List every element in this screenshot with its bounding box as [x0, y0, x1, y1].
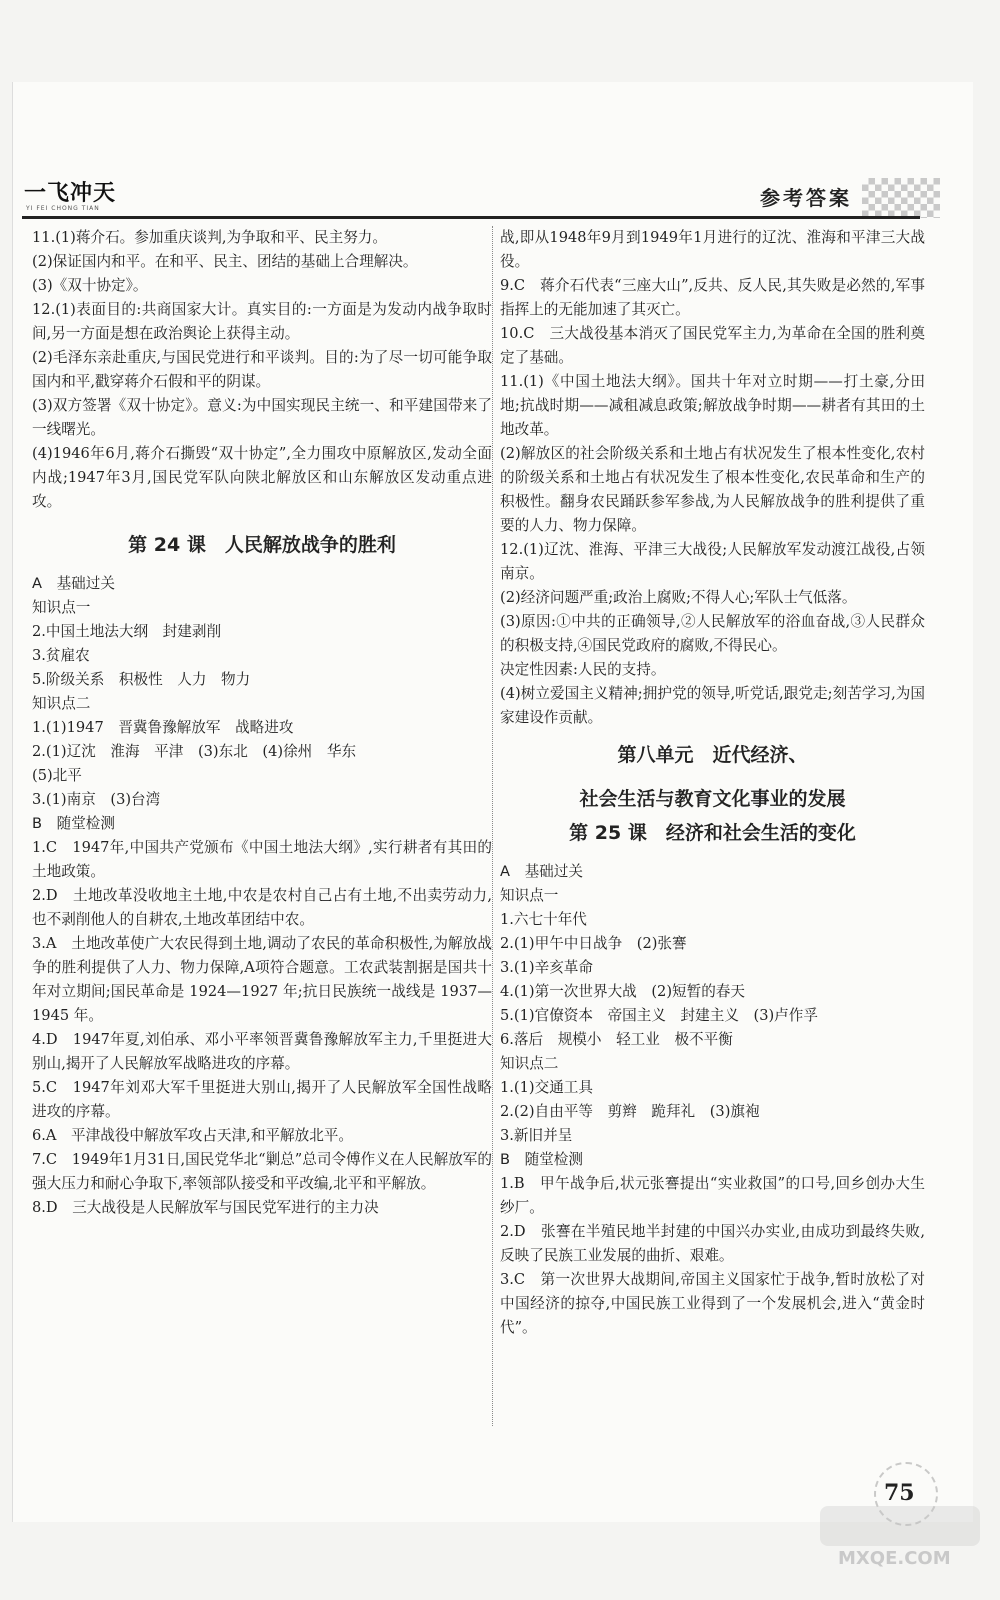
knowledge-point-1-heading: 知识点一 — [32, 599, 91, 616]
answer-item: 12.(1)表面目的:共商国家大计。真实目的:一方面是为发动内战争取时间,另一方面是想在政治舆论上获得主动。 — [32, 301, 492, 342]
answer-item: 5.(1)官僚资本 帝国主义 封建主义 (3)卢作孚 — [500, 1007, 818, 1024]
checker-pattern-decoration — [862, 178, 940, 218]
right-column — [500, 226, 925, 1340]
answer-item: 1.B 甲午战争后,状元张謇提出“实业救国”的口号,回乡创办大生纱厂。 — [500, 1175, 925, 1216]
answer-item: 3.(1)南京 (3)台湾 — [32, 791, 161, 808]
answer-item: (5)北平 — [32, 767, 82, 784]
answer-item: (2)经济问题严重;政治上腐败;不得人心;军队士气低落。 — [500, 589, 857, 606]
answer-item: 2.D 张謇在半殖民地半封建的中国兴办实业,由成功到最终失败,反映了民族工业发展的曲折、艰难。 — [500, 1223, 925, 1264]
answer-item: 9.C 蒋介石代表“三座大山”,反共、反人民,其失败是必然的,军事指挥上的无能加速了其灭亡。 — [500, 277, 925, 318]
answer-item: 战,即从1948年9月到1949年1月进行的辽沈、淮海和平津三大战役。 — [500, 229, 925, 270]
answer-item: 5.C 1947年刘邓大军千里挺进大别山,揭开了人民解放军全国性战略进攻的序幕。 — [32, 1079, 492, 1120]
answer-item: 1.六七十年代 — [500, 911, 587, 928]
unit-8-heading-line-1: 第八单元 近代经济、 — [617, 744, 808, 766]
answer-item: (4)树立爱国主义精神;拥护党的领导,听党话,跟党走;刻苦学习,为国家建设作贡献。 — [500, 685, 925, 726]
answer-item: 4.D 1947年夏,刘伯承、邓小平率领晋冀鲁豫解放军主力,千里挺进大别山,揭开了人民解放军战略进攻的序幕。 — [32, 1031, 492, 1072]
knowledge-point-2-heading: 知识点二 — [32, 695, 91, 712]
header-rule — [22, 216, 920, 219]
answer-item: (2)毛泽东亲赴重庆,与国民党进行和平谈判。目的:为了尽一切可能争取国内和平,戳穿蒋介石假和平的阴谋。 — [32, 349, 492, 390]
answer-item: (2)保证国内和平。在和平、民主、团结的基础上合理解决。 — [32, 253, 418, 270]
answer-item: 4.(1)第一次世界大战 (2)短暂的春天 — [500, 983, 745, 1000]
answer-item: (2)解放区的社会阶级关系和土地占有状况发生了根本性变化,农村的阶级关系和土地占有状况发生了根本性变化,农民革命和生产的积极性。翻身农民踊跃参军参战,为人民解放战争的胜利提供了重要的人力、物力保障。 — [500, 445, 925, 534]
answer-item: 3.A 土地改革使广大农民得到土地,调动了农民的革命积极性,为解放战争的胜利提供了人力、物力保障,A项符合题意。工农武装割据是国共十年对立期间;国民革命是 1924—1927 年;抗日民族统一战线是 1937—1945 年。 — [32, 935, 492, 1024]
answer-item: 6.落后 规模小 轻工业 极不平衡 — [500, 1031, 733, 1048]
answer-item: 11.(1)《中国土地法大纲》。国共十年对立时期——打土豪,分田地;抗战时期——减租减息政策;解放战争时期——耕者有其田的土地改革。 — [500, 373, 925, 438]
answer-item: 2.(1)辽沈 淮海 平津 (3)东北 (4)徐州 华东 — [32, 743, 357, 760]
unit-8-heading-line-2: 社会生活与教育文化事业的发展 — [579, 788, 846, 810]
answer-item: 1.C 1947年,中国共产党颁布《中国土地法大纲》,实行耕者有其田的土地政策。 — [32, 839, 492, 880]
answer-item: 2.D 土地改革没收地主土地,中农是农村自己占有土地,不出卖劳动力,也不剥削他人的自耕农,土地改革团结中农。 — [32, 887, 492, 928]
page-number: 75 — [884, 1480, 915, 1506]
answer-item: 3.贫雇农 — [32, 647, 90, 664]
answer-item: 2.(2)自由平等 剪辫 跪拜礼 (3)旗袍 — [500, 1103, 760, 1120]
answer-item: (3)原因:①中共的正确领导,②人民解放军的浴血奋战,③人民群众的积极支持,④国民党政府的腐败,不得民心。 — [500, 613, 925, 654]
answer-item: 12.(1)辽沈、淮海、平津三大战役;人民解放军发动渡江战役,占领南京。 — [500, 541, 925, 582]
section-a-heading: A 基础过关 — [32, 575, 115, 592]
left-column — [32, 226, 492, 1220]
page-title: 参考答案 — [760, 186, 852, 210]
answer-item: (3)《双十协定》。 — [32, 277, 148, 294]
answer-item: 3.C 第一次世界大战期间,帝国主义国家忙于战争,暂时放松了对中国经济的掠夺,中国民族工业得到了一个发展机会,进入“黄金时代”。 — [500, 1271, 925, 1336]
answer-item: 1.(1)交通工具 — [500, 1079, 593, 1096]
answer-item: 2.(1)甲午中日战争 (2)张謇 — [500, 935, 687, 952]
knowledge-point-1-heading: 知识点一 — [500, 887, 559, 904]
answer-item: 7.C 1949年1月31日,国民党华北“剿总”总司令傅作义在人民解放军的强大压力和耐心争取下,率领部队接受和平改编,北平和平解放。 — [32, 1151, 492, 1192]
answer-item: 10.C 三大战役基本消灭了国民党军主力,为革命在全国的胜利奠定了基础。 — [500, 325, 925, 366]
answer-item: 5.阶级关系 积极性 人力 物力 — [32, 671, 251, 688]
lesson-24-heading: 第 24 课 人民解放战争的胜利 — [128, 534, 396, 556]
answer-item: 决定性因素:人民的支持。 — [500, 661, 666, 678]
brand-subtitle: YI FEI CHONG TIAN — [26, 205, 100, 212]
column-divider — [492, 226, 494, 1426]
answer-item: (3)双方签署《双十协定》。意义:为中国实现民主统一、和平建国带来了一线曙光。 — [32, 397, 492, 438]
section-b-heading: B 随堂检测 — [32, 815, 115, 832]
answer-item: 1.(1)1947 晋冀鲁豫解放军 战略进攻 — [32, 719, 294, 736]
answer-item: 11.(1)蒋介石。参加重庆谈判,为争取和平、民主努力。 — [32, 229, 387, 246]
watermark-logo — [820, 1506, 980, 1546]
section-b-heading: B 随堂检测 — [500, 1151, 583, 1168]
watermark-text: MXQE.COM — [838, 1548, 951, 1569]
lesson-25-heading: 第 25 课 经济和社会生活的变化 — [569, 822, 856, 844]
brand-logo: 一飞冲天 — [24, 181, 117, 206]
answer-item: 8.D 三大战役是人民解放军与国民党军进行的主力决 — [32, 1199, 379, 1216]
answer-item: 3.新旧并呈 — [500, 1127, 573, 1144]
answer-item: 2.中国土地法大纲 封建剥削 — [32, 623, 222, 640]
answer-item: 3.(1)辛亥革命 — [500, 959, 593, 976]
knowledge-point-2-heading: 知识点二 — [500, 1055, 559, 1072]
answer-item: 6.A 平津战役中解放军攻占天津,和平解放北平。 — [32, 1127, 353, 1144]
answer-item: (4)1946年6月,蒋介石撕毁“双十协定”,全力围攻中原解放区,发动全面内战;1947年3月,国民党军队向陕北解放区和山东解放区发动重点进攻。 — [32, 445, 492, 510]
section-a-heading: A 基础过关 — [500, 863, 583, 880]
